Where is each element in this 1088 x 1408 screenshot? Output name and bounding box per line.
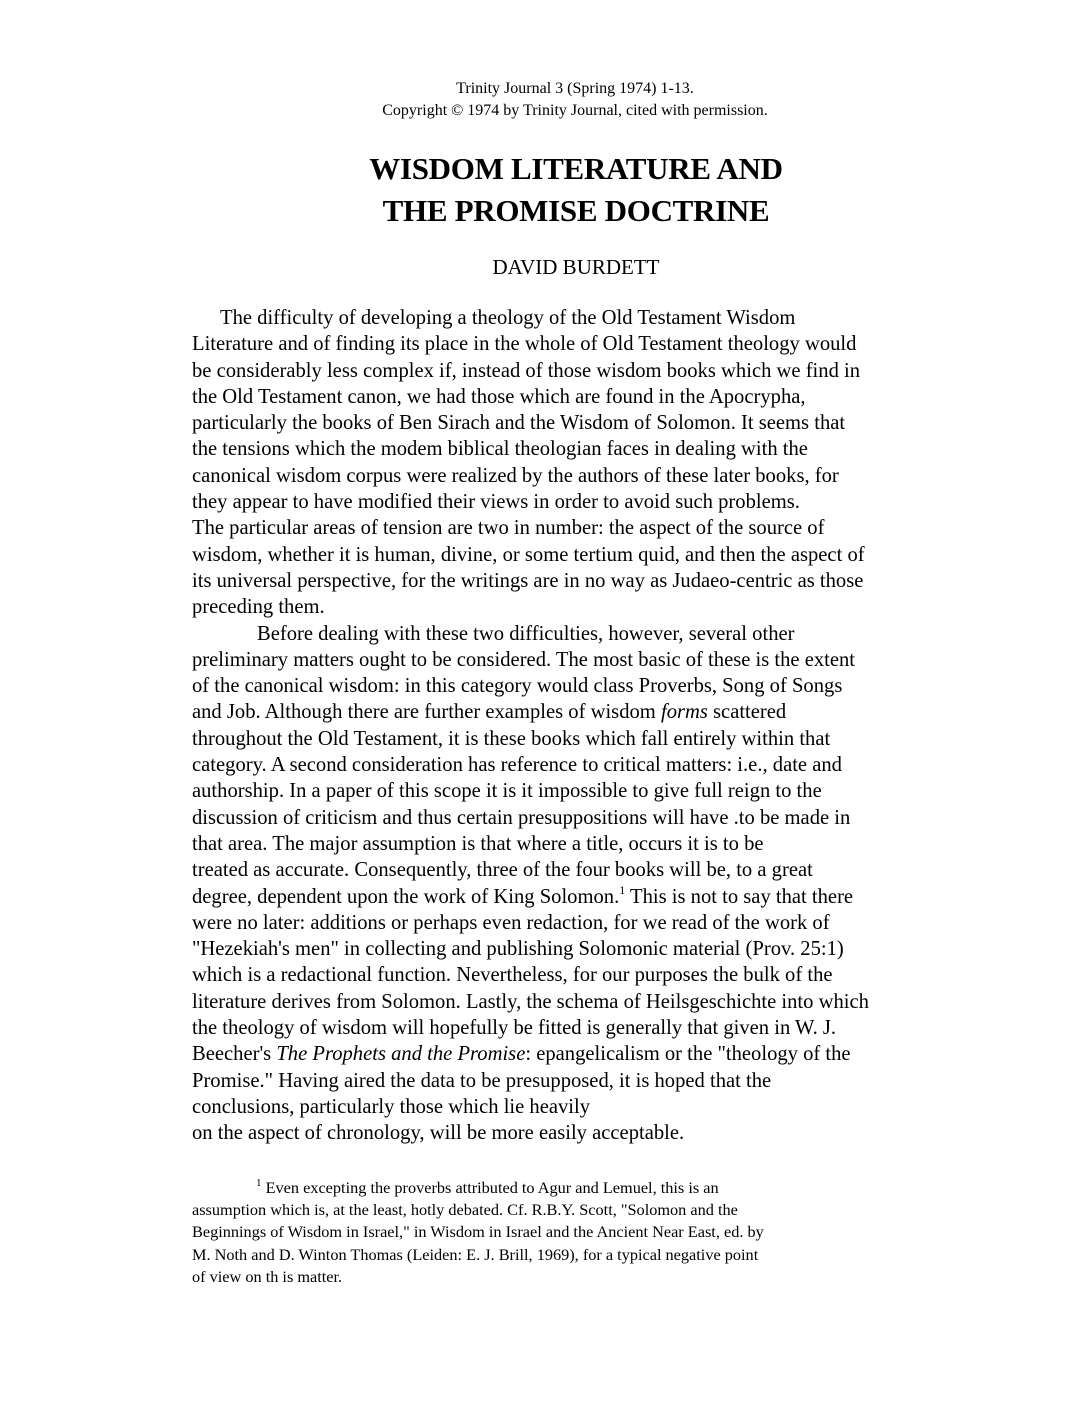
text-line: on the aspect of chronology, will be more easily acceptable. bbox=[192, 1122, 685, 1145]
article-author: DAVID BURDETT bbox=[492, 255, 660, 279]
text-line: The difficulty of developing a theology of the Old Testament Wisdom bbox=[220, 307, 796, 329]
title-line-1: WISDOM LITERATURE AND bbox=[369, 151, 783, 186]
text-line: the tensions which the modem biblical theologian faces in dealing with the bbox=[192, 438, 808, 461]
text-line: "Hezekiah's men" in collecting and publishing Solomonic material (Prov. 25:1) bbox=[192, 938, 844, 961]
text-segment: This is not to say that there bbox=[625, 885, 854, 908]
text-line: were no later: additions or perhaps even redaction, for we read of the work of bbox=[192, 911, 830, 934]
footnote-line: of view on th is matter. bbox=[192, 1266, 343, 1286]
text-segment: Beecher's bbox=[192, 1043, 277, 1066]
text-line bbox=[192, 1041, 972, 1067]
text-line: particularly the books of Ben Sirach and the Wisdom of Solomon. It seems that bbox=[192, 412, 846, 435]
paragraph-2 bbox=[192, 621, 972, 1147]
text-line: be considerably less complex if, instead of those wisdom books which we find in bbox=[192, 359, 861, 382]
text-line: its universal perspective, for the writings are in no way as Judaeo-centric as those bbox=[192, 569, 864, 592]
text-line: the Old Testament canon, we had those which are found in the Apocrypha, bbox=[192, 385, 806, 408]
text-line: Before dealing with these two difficulties, however, several other bbox=[257, 622, 795, 645]
article-body bbox=[192, 305, 972, 1147]
text-line: Promise." Having aired the data to be presupposed, it is hoped that the bbox=[192, 1069, 772, 1092]
book-title-italic: The Prophets and the Promise bbox=[276, 1043, 526, 1066]
text-line bbox=[192, 884, 972, 910]
text-line bbox=[192, 699, 972, 725]
title-line-2: THE PROMISE DOCTRINE bbox=[382, 193, 770, 228]
footnote-line: Beginnings of Wisdom in Israel," in Wisdom in Israel and the Ancient Near East, ed. by bbox=[192, 1222, 764, 1242]
text-line: literature derives from Solomon. Lastly, the schema of Heilsgeschichte into which bbox=[192, 990, 869, 1013]
text-line: they appear to have modified their views in order to avoid such problems. bbox=[192, 491, 800, 514]
article-title bbox=[0, 148, 1088, 232]
text-line: canonical wisdom corpus were realized by the authors of these later books, for bbox=[192, 464, 839, 487]
text-line: category. A second consideration has reference to critical matters: i.e., date and bbox=[192, 754, 842, 777]
text-segment: : epangelicalism or the "theology of the bbox=[525, 1043, 851, 1066]
footnote-marker: 1 bbox=[256, 1177, 262, 1189]
text-line: Literature and of finding its place in the whole of Old Testament theology would bbox=[192, 333, 857, 356]
journal-header bbox=[0, 78, 1088, 122]
text-segment: degree, dependent upon the work of King Solomon. bbox=[192, 885, 620, 908]
text-line: that area. The major assumption is that where a title, occurs it is to be bbox=[192, 832, 764, 855]
text-segment: scattered bbox=[707, 701, 787, 724]
text-segment: and Job. Although there are further examples of wisdom bbox=[192, 701, 661, 724]
text-line: of the canonical wisdom: in this category would class Proverbs, Song of Songs bbox=[192, 675, 843, 698]
journal-citation: Trinity Journal 3 (Spring 1974) 1-13. bbox=[456, 80, 694, 97]
copyright-notice: Copyright © 1974 by Trinity Journal, cited with permission. bbox=[382, 102, 768, 119]
footnote-line: assumption which is, at the least, hotly debated. Cf. R.B.Y. Scott, "Solomon and the bbox=[192, 1200, 738, 1220]
italic-term: forms bbox=[660, 701, 708, 724]
text-line: preceding them. bbox=[192, 596, 325, 619]
text-line: preliminary matters ought to be considered. The most basic of these is the extent bbox=[192, 648, 856, 671]
text-line: which is a redactional function. Nevertheless, for our purposes the bulk of the bbox=[192, 964, 833, 987]
text-line: The particular areas of tension are two in number: the aspect of the source of bbox=[192, 517, 825, 540]
footnote-reference[interactable]: 1 bbox=[619, 882, 626, 897]
footnote-line bbox=[192, 1177, 912, 1199]
text-line: discussion of criticism and thus certain presuppositions will have .to be made in bbox=[192, 806, 851, 829]
text-line: the theology of wisdom will hopefully be fitted is generally that given in W. J. bbox=[192, 1017, 837, 1040]
footnote-line: M. Noth and D. Winton Thomas (Leiden: E. J. Brill, 1969), for a typical negative point bbox=[192, 1244, 759, 1264]
text-line: authorship. In a paper of this scope it is it impossible to give full reign to the bbox=[192, 780, 822, 803]
text-segment: Even excepting the proverbs attributed to Agur and Lemuel, this is an bbox=[261, 1178, 719, 1197]
text-line: conclusions, particularly those which lie heavily bbox=[192, 1095, 591, 1118]
text-line: wisdom, whether it is human, divine, or some tertium quid, and then the aspect of bbox=[192, 543, 865, 566]
footnote bbox=[192, 1177, 912, 1288]
text-line: treated as accurate. Consequently, three of the four books will be, to a great bbox=[192, 859, 813, 882]
text-line: throughout the Old Testament, it is these books which fall entirely within that bbox=[192, 727, 831, 750]
paragraph-1 bbox=[192, 305, 972, 621]
